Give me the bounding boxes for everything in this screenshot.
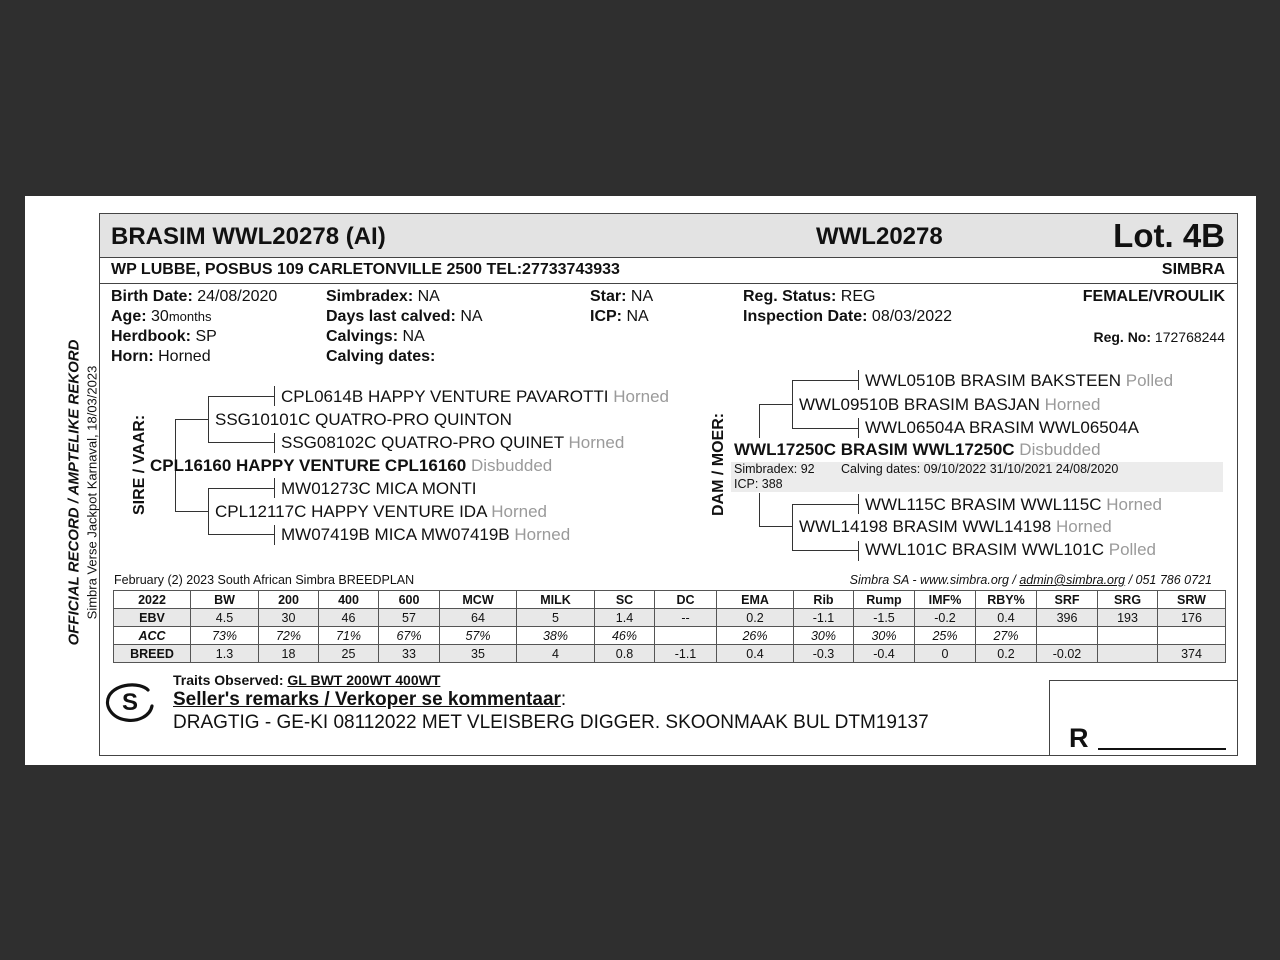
icp: ICP: NA xyxy=(590,308,649,325)
age: Age: 30months xyxy=(111,308,212,325)
remarks-text: DRAGTIG - GE-KI 08112022 MET VLEISBERG DIGGER. SKOONMAAK BUL DTM19137 xyxy=(173,712,929,733)
lot-number: Lot. 4B xyxy=(1113,217,1225,254)
official-record-label: OFFICIAL RECORD / AMPTELIKE REKORD xyxy=(65,339,83,646)
table-row: EBV 4.5 30 46 57 64 5 1.4 -- 0.2 -1.1 -1.5 -0.2 0.4 396 193 176 xyxy=(114,609,1226,627)
horn-status: Horn: Horned xyxy=(111,348,211,365)
side-caption xyxy=(66,213,101,773)
remarks-heading: Seller's remarks / Verkoper se kommentaar: xyxy=(173,689,567,710)
dam-of-sire-dam: MW07419B MICA MW07419B Horned xyxy=(281,525,571,544)
herdbook: Herdbook: SP xyxy=(111,328,217,345)
owner-address: WP LUBBE, POSBUS 109 CARLETONVILLE 2500 TEL:27733743933 xyxy=(111,261,620,278)
dam-name: WWL17250C BRASIM WWL17250C Disbudded xyxy=(734,440,1101,459)
table-row: ACC 73% 72% 71% 67% 57% 38% 46% 26% 30% 30% 25% 27% xyxy=(114,627,1226,645)
owner-bar xyxy=(100,259,1237,284)
ebv-header-row: 2022 BW 200 400 600 MCW MILK SC DC EMA Rib Rump IMF% RBY% SRF SRG SRW xyxy=(114,591,1226,609)
price-box xyxy=(1049,680,1238,756)
sire-dam: SSG08102C QUATRO-PRO QUINET Horned xyxy=(281,433,625,452)
days-last-calved: Days last calved: NA xyxy=(326,308,483,325)
sire-of-dam: WWL09510B BRASIM BASJAN Horned xyxy=(799,395,1101,414)
sire-label: SIRE / VAAR: xyxy=(131,414,148,515)
price-line[interactable] xyxy=(1098,748,1226,750)
dam-of-sire: CPL12117C HAPPY VENTURE IDA Horned xyxy=(215,502,547,521)
breed-name: SIMBRA xyxy=(1161,261,1225,278)
dam-of-dam: WWL14198 BRASIM WWL14198 Horned xyxy=(799,517,1112,536)
calvings: Calvings: NA xyxy=(326,328,425,345)
dam-label: DAM / MOER: xyxy=(710,412,727,516)
sire-name: CPL16160 HAPPY VENTURE CPL16160 Disbudded xyxy=(150,456,553,475)
logo-letter: S xyxy=(121,689,139,716)
star: Star: NA xyxy=(590,288,654,305)
reg-no: Reg. No: 172768244 xyxy=(1093,329,1225,345)
ebv-table xyxy=(113,590,1226,663)
simbra-logo-icon xyxy=(104,680,156,724)
dam-sire-dam: WWL06504A BRASIM WWL06504A xyxy=(865,418,1140,437)
dam-icp: ICP: 388 xyxy=(734,477,783,491)
email-link[interactable]: admin@simbra.org xyxy=(1019,573,1126,587)
animal-name: BRASIM WWL20278 (AI) xyxy=(111,223,386,250)
sire-of-sire: SSG10101C QUATRO-PRO QUINTON xyxy=(215,410,512,429)
traits-observed: Traits Observed: GL BWT 200WT 400WT xyxy=(173,672,441,688)
dam-dam-sire: WWL115C BRASIM WWL115C Horned xyxy=(865,495,1162,514)
breedplan-contact: Simbra SA - www.simbra.org / admin@simbra.org / 051 786 0721 xyxy=(849,573,1212,587)
birth-date: Birth Date: 24/08/2020 xyxy=(111,288,278,305)
dam-calving-dates: Calving dates: 09/10/2022 31/10/2021 24/08/2020 xyxy=(841,462,1119,476)
simbradex: Simbradex: NA xyxy=(326,288,440,305)
sire-sire: CPL0614B HAPPY VENTURE PAVAROTTI Horned xyxy=(281,387,670,406)
dam-sire-sire: WWL0510B BRASIM BAKSTEEN Polled xyxy=(865,371,1174,390)
inspection-date: Inspection Date: 08/03/2022 xyxy=(743,308,952,325)
breedplan-source: February (2) 2023 South African Simbra BREEDPLAN xyxy=(114,573,415,587)
dam-dam-dam: WWL101C BRASIM WWL101C Polled xyxy=(865,540,1156,559)
auction-label: Simbra Verse Jackpot Karnaval, 18/03/2023 xyxy=(84,365,100,620)
header-bar xyxy=(100,214,1237,258)
sex: FEMALE/VROULIK xyxy=(1082,288,1225,305)
dam-simbradex: Simbradex: 92 xyxy=(734,462,815,476)
reg-status: Reg. Status: REG xyxy=(743,288,876,305)
calving-dates: Calving dates: xyxy=(326,348,436,365)
price-currency: R xyxy=(1069,723,1089,753)
table-row: BREED 1.3 18 25 33 35 4 0.8 -1.1 0.4 -0.3 -0.4 0 0.2 -0.02 374 xyxy=(114,645,1226,663)
animal-id: WWL20278 xyxy=(816,223,943,250)
dam-of-sire-sire: MW01273C MICA MONTI xyxy=(281,479,477,498)
